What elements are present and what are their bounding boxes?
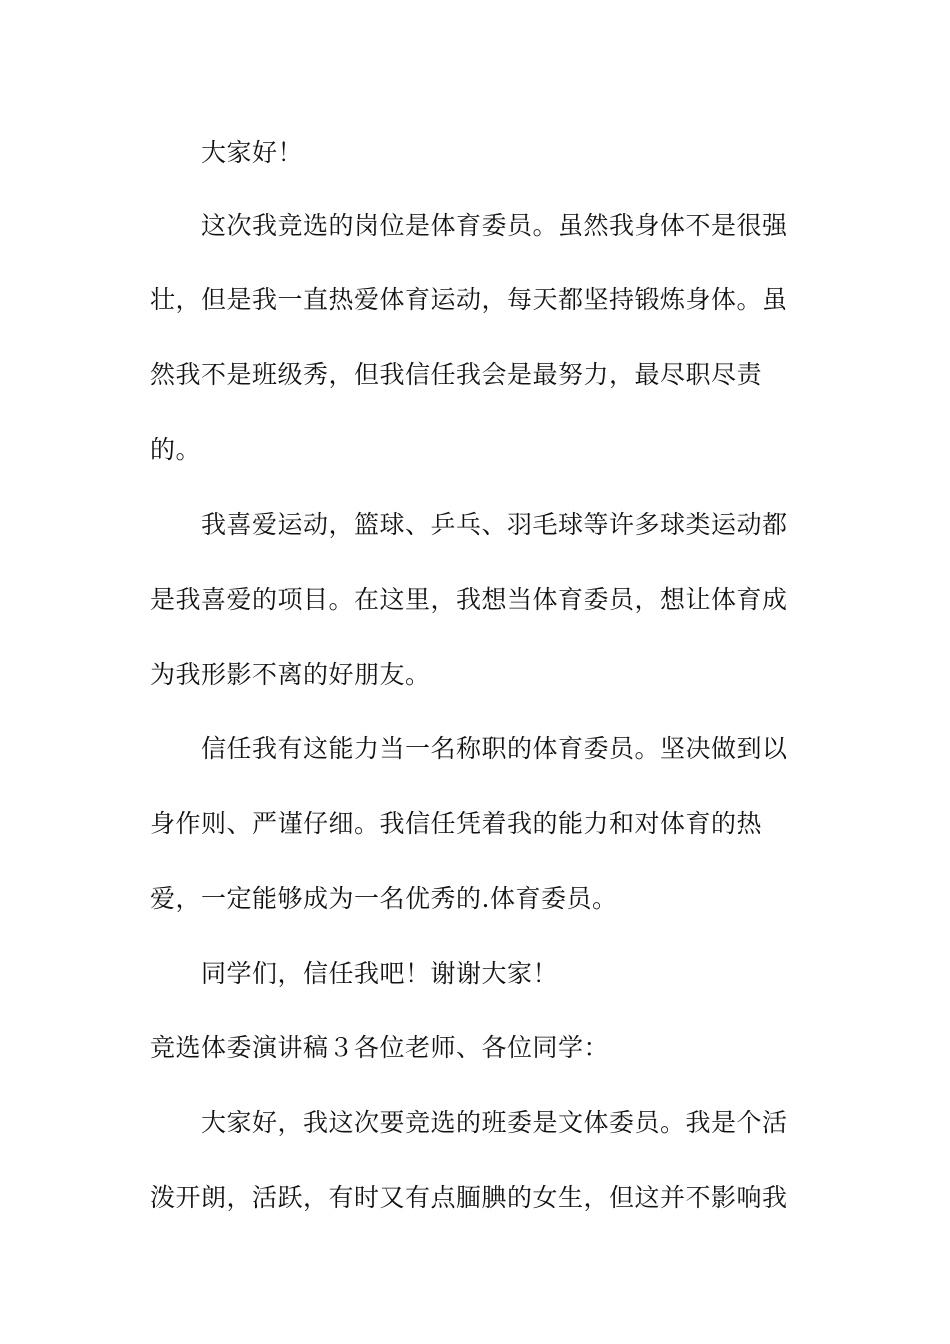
paragraph-line: 大家好，我这次要竞选的班委是文体委员。我是个活 <box>201 1108 788 1137</box>
paragraph-line: 爱，一定能够成为一名优秀的.体育委员。 <box>150 884 618 913</box>
paragraph-line: 信任我有这能力当一名称职的体育委员。坚决做到以 <box>201 734 788 763</box>
paragraph-line: 身作则、严谨仔细。我信任凭着我的能力和对体育的热 <box>150 809 763 838</box>
paragraph-line: 是我喜爱的项目。在这里，我想当体育委员，想让体育成 <box>150 585 788 614</box>
paragraph-line: 为我形影不离的好朋友。 <box>150 660 431 689</box>
paragraph-line: 我喜爱运动，篮球、乒乓、羽毛球等许多球类运动都 <box>201 510 788 539</box>
paragraph-line: 的。 <box>150 435 202 464</box>
paragraph-line: 这次我竞选的岗位是体育委员。虽然我身体不是很强 <box>201 211 788 240</box>
section-heading: 竞选体委演讲稿３各位老师、各位同学： <box>150 1033 610 1062</box>
paragraph-line: 泼开朗，活跃，有时又有点腼腆的女生，但这并不影响我 <box>150 1183 788 1212</box>
paragraph-line: 壮，但是我一直热爱体育运动，每天都坚持锻炼身体。虽 <box>150 285 788 314</box>
closing-line: 同学们，信任我吧！谢谢大家！ <box>201 959 559 988</box>
greeting-line: 大家好！ <box>201 138 304 167</box>
paragraph-line: 然我不是班级秀，但我信任我会是最努力，最尽职尽责 <box>150 360 763 389</box>
